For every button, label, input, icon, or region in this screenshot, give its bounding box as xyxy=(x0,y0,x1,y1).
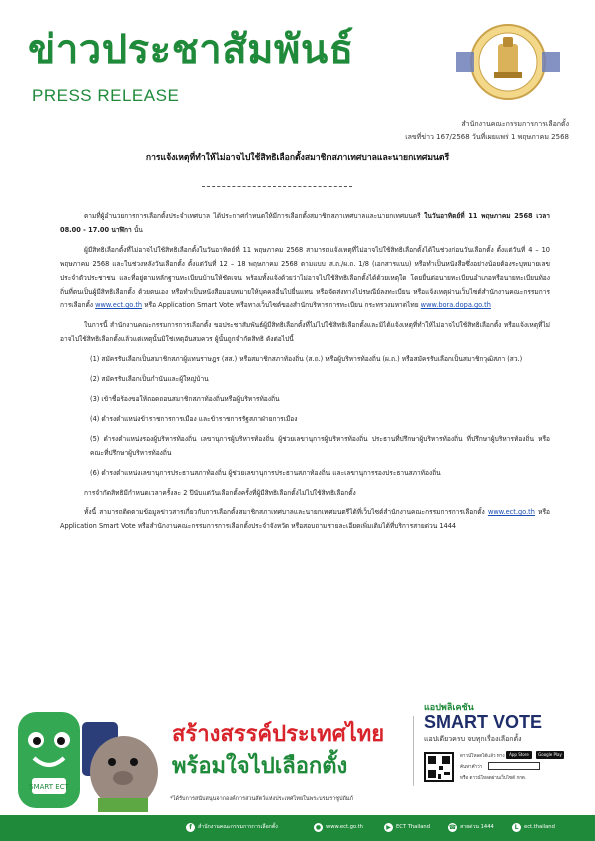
p1-text: ตามที่ผู้อำนวยการการเลือกตั้งประจำเทศบาล ได้ประกาศกำหนดให้มีการเลือกตั้งสมาชิกสภาเทศบาลและนายกเทศมนตรี xyxy=(84,212,425,220)
issuer-ref: เลขที่ข่าว 167/2568 วันที่เผยแพร่ 1 พฤษภาคม 2568 xyxy=(405,133,569,141)
mascot-illustration xyxy=(12,702,162,814)
footer-hotline-label: สายด่วน 1444 xyxy=(460,824,494,830)
download-label: ดาวน์โหลดได้แล้ว ทาง xyxy=(460,754,505,759)
election-date: ในวันอาทิตย์ที่ 11 พฤษภาคม 2568 เวลา 08.00 - 17.00 นาฬิกา xyxy=(60,212,550,234)
footer-youtube-label: ECT Thailand xyxy=(396,824,430,830)
list-item: (3) เข้าชื่อร้องขอให้ถอดถอนสมาชิกสภาท้องถิ่นหรือผู้บริหารท้องถิ่น xyxy=(90,394,280,403)
footer-hotline[interactable] xyxy=(448,820,494,834)
footer-facebook[interactable] xyxy=(186,820,278,834)
footer-line[interactable] xyxy=(512,820,555,834)
ect-logo xyxy=(454,22,562,102)
p2-text-2: หรือ Application Smart Vote หรือทางเว็บไซต์ของสำนักบริหารการทะเบียน กระทรวงมหาดไทย xyxy=(142,301,421,310)
list-item: (1) สมัครรับเลือกเป็นสมาชิกสภาผู้แทนราษฎร (สส.) หรือสมาชิกสภาท้องถิ่น (ส.ถ.) หรือผู้บริหารท้องถิ่น (ผ.ถ.) หรือสมัครรับเลือกเป็นสมาชิกวุฒิสภา (สว.) xyxy=(90,355,523,364)
facebook-icon: f xyxy=(186,823,195,832)
list-item: (4) ดำรงตำแหน่งข้าราชการการเมือง และข้าราชการรัฐสภาฝ่ายการเมือง xyxy=(90,414,298,423)
support-note: *ได้รับการสนับสนุนจากองค์การสวนสัตว์แห่งประเทศไทยในพระบรมราชูปถัมภ์ xyxy=(170,796,354,802)
app-label: แอปพลิเคชัน xyxy=(424,703,474,713)
issuer-block xyxy=(405,118,569,144)
list-item: (2) สมัครรับเลือกเป็นกำนันและผู้ใหญ่บ้าน xyxy=(90,375,209,384)
footer-web-label: www.ect.go.th xyxy=(326,824,363,830)
issuer-office: สำนักงานคณะกรรมการการเลือกตั้ง xyxy=(461,120,569,128)
banner-divider xyxy=(413,716,414,786)
list-item: (5) ดำรงตำแหน่งรองผู้บริหารท้องถิ่น เลขานุการผู้บริหารท้องถิ่น ผู้ช่วยเลขานุการผู้บริหารท้องถิ่น ประธานที่ปรึกษาผู้บริหารท้องถิ่น ที่ปรึกษาผู้บริหารท้องถิ่น หรือคณะที่ปรึกษาผู้บริหารท้องถิ่น xyxy=(90,434,550,457)
footer-line-label: ect.thailand xyxy=(524,824,555,830)
promo-line-1: สร้างสรรค์ประเทศไทย xyxy=(172,721,385,746)
app-store-badge[interactable]: App Store xyxy=(506,751,532,759)
paragraph-5 xyxy=(60,506,550,534)
ect-website-link-2[interactable]: www.ect.go.th xyxy=(487,508,535,517)
web-download-label: หรือ ดาวน์โหลดผ่านเว็บไซต์ กกต. xyxy=(460,776,527,781)
footer-youtube[interactable] xyxy=(384,820,430,834)
p1-tail: นั้น xyxy=(131,225,143,234)
ect-website-link[interactable]: www.ect.go.th xyxy=(95,301,143,310)
line-icon: L xyxy=(512,823,521,832)
search-label: ค้นหาคำว่า xyxy=(460,765,483,770)
page-title: ข่าวประชาสัมพันธ์ xyxy=(28,28,354,72)
qr-code[interactable] xyxy=(424,752,454,782)
headline: การแจ้งเหตุที่ทำให้ไม่อาจไปใช้สิทธิเลือกตั้งสมาชิกสภาเทศบาลและนายกเทศมนตรี xyxy=(145,153,450,163)
press-body xyxy=(60,210,550,540)
app-name: SMART VOTE xyxy=(424,712,543,732)
footer-facebook-label: สำนักงานคณะกรรมการการเลือกตั้ง xyxy=(198,824,278,830)
p5-text: ทั้งนี้ สามารถติดตามข้อมูลข่าวสารเกี่ยวกับการเลือกตั้งสมาชิกสภาเทศบาลและนายกเทศมนตรีได้ที่เว็บไซต์สำนักงานคณะกรรมการการเลือกตั้ง xyxy=(84,508,488,517)
footer-web[interactable] xyxy=(314,820,363,834)
google-play-badge[interactable]: Google Play xyxy=(536,751,564,759)
p5-text-2: หรือ Application Smart Vote หรือสำนักงานคณะกรรมการการเลือกตั้งประจำจังหวัด หรือสอบถามรายละเอียดเพิ่มเติมได้ที่บริการสายด่วน 1444 xyxy=(60,508,550,531)
p2-text: ผู้มีสิทธิเลือกตั้งที่ไม่อาจไปใช้สิทธิเลือกตั้งในวันอาทิตย์ที่ 11 พฤษภาคม 2568 สามารถแจ้งเหตุที่ไม่อาจไปใช้สิทธิเลือกตั้งได้ในช่วงก่อนวันเลือกตั้ง ตั้งแต่วันที่ 4 – 10 พฤษภาคม 2568 และในช่วงหลังวันเลือกตั้ง ตั้งแต่วันที่ 12 – 18 พฤษภาคม 2568 ตามแบบ ส.ถ./ผ.ถ. 1/8 (เอกสารแนบ) หรือทำเป็นหนังสือซึ่งอย่างน้อยต้องระบุหมายเลขประจำตัวประชาชน และที่อยู่ตามหลักฐานทะเบียนบ้านให้ชัดเจน พร้อมทั้งแจ้งด้วยว่าไม่อาจไปใช้สิทธิเลือกตั้งได้ด้วยเหตุใด โดยยื่นต่อนายทะเบียนอำเภอหรือนายทะเบียนท้องถิ่นที่ตนเป็นผู้มีสิทธิเลือกตั้ง ด้วยตนเอง หรือทำเป็นหนังสือมอบหมายให้บุคคลอื่นไปยื่นแทน หรือจัดส่งทางไปรษณีย์ลงทะเบียน หรือแจ้งเหตุผ่านเว็บไซต์สำนักงานคณะกรรมการการเลือกตั้ง xyxy=(60,245,550,310)
phone-icon: ☎ xyxy=(448,823,457,831)
app-tagline: แอปเดียวครบ จบทุกเรื่องเลือกตั้ง xyxy=(424,735,522,743)
search-box xyxy=(488,762,540,770)
page-subtitle: PRESS RELEASE xyxy=(32,86,180,105)
bora-website-link[interactable]: www.bora.dopa.go.th xyxy=(420,301,491,310)
paragraph-1 xyxy=(60,210,550,238)
mascot-badge: SMART ECT xyxy=(29,783,69,791)
divider xyxy=(202,186,352,187)
paragraph-3: ในการนี้ สำนักงานคณะกรรมการการเลือกตั้ง ขอประชาสัมพันธ์ผู้มีสิทธิเลือกตั้งที่ไม่ไปใช้สิทธิเลือกตั้งและมิได้แจ้งเหตุที่ทำให้ไม่อาจไปใช้สิทธิเลือกตั้ง หรือแจ้งเหตุที่ไม่อาจไปใช้สิทธิเลือกตั้งแล้วแต่เหตุนั้นมิใช่เหตุอันสมควร ผู้นั้นถูกจำกัดสิทธิ ดังต่อไปนี้ xyxy=(60,321,550,344)
globe-icon: ● xyxy=(315,823,322,831)
footer-bar xyxy=(0,815,595,841)
promo-line-2: พร้อมใจไปเลือกตั้ง xyxy=(172,753,348,778)
list-item: (6) ดำรงตำแหน่งเลขานุการประธานสภาท้องถิ่น ผู้ช่วยเลขานุการประธานสภาท้องถิ่น และเลขานุการรองประธานสภาท้องถิ่น xyxy=(90,468,441,477)
paragraph-2 xyxy=(60,244,550,314)
youtube-icon: ▶ xyxy=(384,823,393,832)
paragraph-4: การจำกัดสิทธิมีกำหนดเวลาครั้งละ 2 ปีนับแต่วันเลือกตั้งครั้งที่ผู้มีสิทธิเลือกตั้งไม่ไปใช้สิทธิเลือกตั้ง xyxy=(84,488,356,497)
